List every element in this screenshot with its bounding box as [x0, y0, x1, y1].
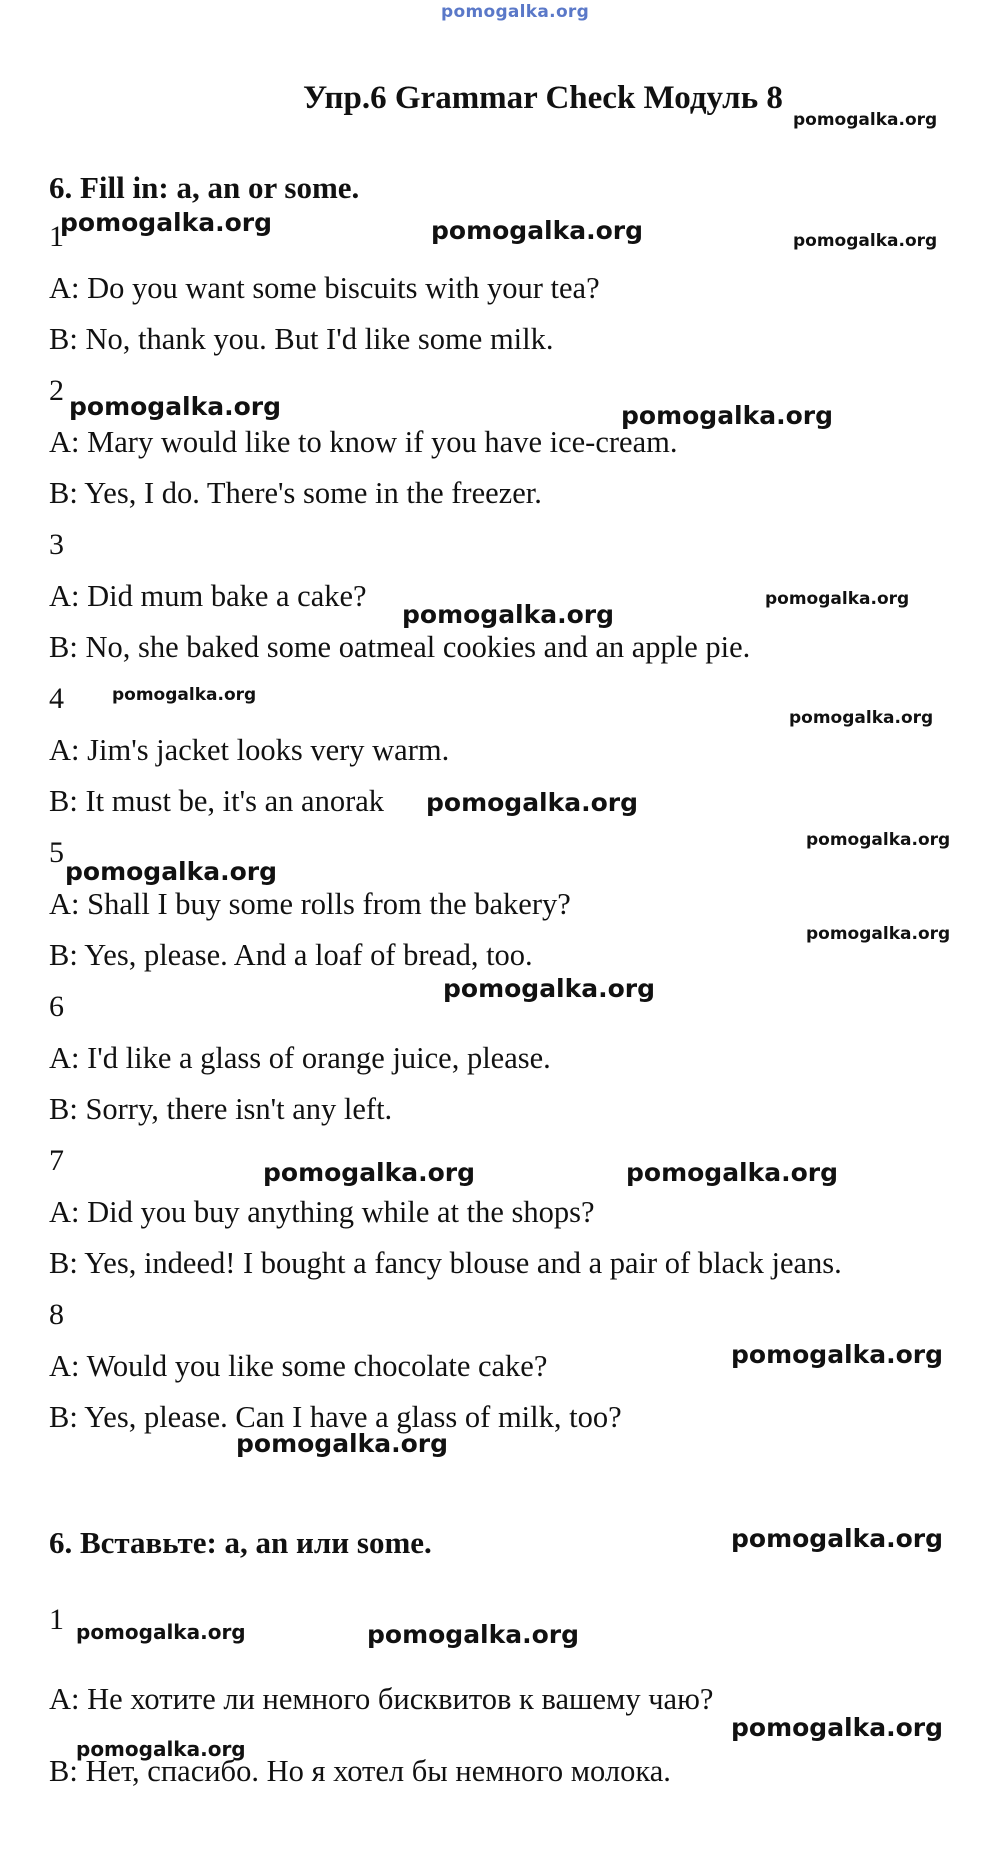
dialogue-line-b: B: No, she baked some oatmeal cookies and an apple pie.	[49, 630, 751, 664]
watermark: pomogalka.org	[431, 216, 644, 245]
dialogue-line-a: A: Did you buy anything while at the shops?	[49, 1195, 595, 1229]
watermark: pomogalka.org	[69, 392, 282, 421]
dialogue-line-a: A: Не хотите ли немного бисквитов к вашему чаю?	[49, 1682, 714, 1716]
watermark: pomogalka.org	[806, 924, 951, 944]
dialogue-line-a: A: Shall I buy some rolls from the bakery?	[49, 887, 571, 921]
exercise-heading-english: 6. Fill in: a, an or some.	[49, 170, 360, 205]
site-header-link[interactable]: pomogalka.org	[441, 2, 590, 22]
dialogue-line-b: B: Yes, indeed! I bought a fancy blouse and a pair of black jeans.	[49, 1246, 842, 1280]
exercise-heading-russian: 6. Вставьте: a, an или some.	[49, 1525, 432, 1560]
dialogue-line-a: A: Did mum bake a cake?	[49, 579, 367, 613]
item-number: 4	[49, 682, 64, 715]
dialogue-line-a: A: Mary would like to know if you have ice-cream.	[49, 425, 678, 459]
watermark: pomogalka.org	[626, 1158, 839, 1187]
item-number: 6	[49, 990, 64, 1023]
watermark: pomogalka.org	[65, 857, 278, 886]
dialogue-line-b: B: Yes, please. And a loaf of bread, too.	[49, 938, 533, 972]
watermark: pomogalka.org	[731, 1713, 944, 1742]
dialogue-line-b: B: Нет, спасибо. Но я хотел бы немного молока.	[49, 1754, 671, 1788]
watermark: pomogalka.org	[236, 1429, 449, 1458]
watermark: pomogalka.org	[765, 589, 910, 609]
item-number: 1	[49, 1603, 64, 1636]
dialogue-line-b: B: Sorry, there isn't any left.	[49, 1092, 393, 1126]
watermark: pomogalka.org	[426, 788, 639, 817]
watermark: pomogalka.org	[60, 208, 273, 237]
watermark: pomogalka.org	[443, 974, 656, 1003]
dialogue-line-b: B: No, thank you. But I'd like some milk.	[49, 322, 554, 356]
watermark: pomogalka.org	[806, 830, 951, 850]
watermark: pomogalka.org	[367, 1620, 580, 1649]
dialogue-line-a: A: Would you like some chocolate cake?	[49, 1349, 548, 1383]
item-number: 2	[49, 374, 64, 407]
dialogue-line-b: B: Yes, I do. There's some in the freezer.	[49, 476, 542, 510]
watermark: pomogalka.org	[731, 1524, 944, 1553]
watermark: pomogalka.org	[731, 1340, 944, 1369]
item-number: 5	[49, 836, 64, 869]
item-number: 3	[49, 528, 64, 561]
watermark: pomogalka.org	[793, 231, 938, 251]
watermark: pomogalka.org	[793, 110, 938, 130]
watermark: pomogalka.org	[263, 1158, 476, 1187]
watermark: pomogalka.org	[76, 1620, 246, 1644]
watermark: pomogalka.org	[112, 685, 257, 705]
watermark: pomogalka.org	[789, 708, 934, 728]
page-title: Упр.6 Grammar Check Модуль 8	[303, 80, 783, 116]
dialogue-line-b: B: It must be, it's an anorak	[49, 784, 385, 818]
watermark: pomogalka.org	[76, 1737, 246, 1761]
watermark: pomogalka.org	[402, 600, 615, 629]
dialogue-line-a: A: Jim's jacket looks very warm.	[49, 733, 450, 767]
item-number: 1	[49, 220, 64, 253]
dialogue-line-b: B: Yes, please. Can I have a glass of milk, too?	[49, 1400, 622, 1434]
dialogue-line-a: A: I'd like a glass of orange juice, please.	[49, 1041, 551, 1075]
item-number: 8	[49, 1298, 64, 1331]
dialogue-line-a: A: Do you want some biscuits with your tea?	[49, 271, 600, 305]
watermark: pomogalka.org	[621, 401, 834, 430]
item-number: 7	[49, 1144, 64, 1177]
